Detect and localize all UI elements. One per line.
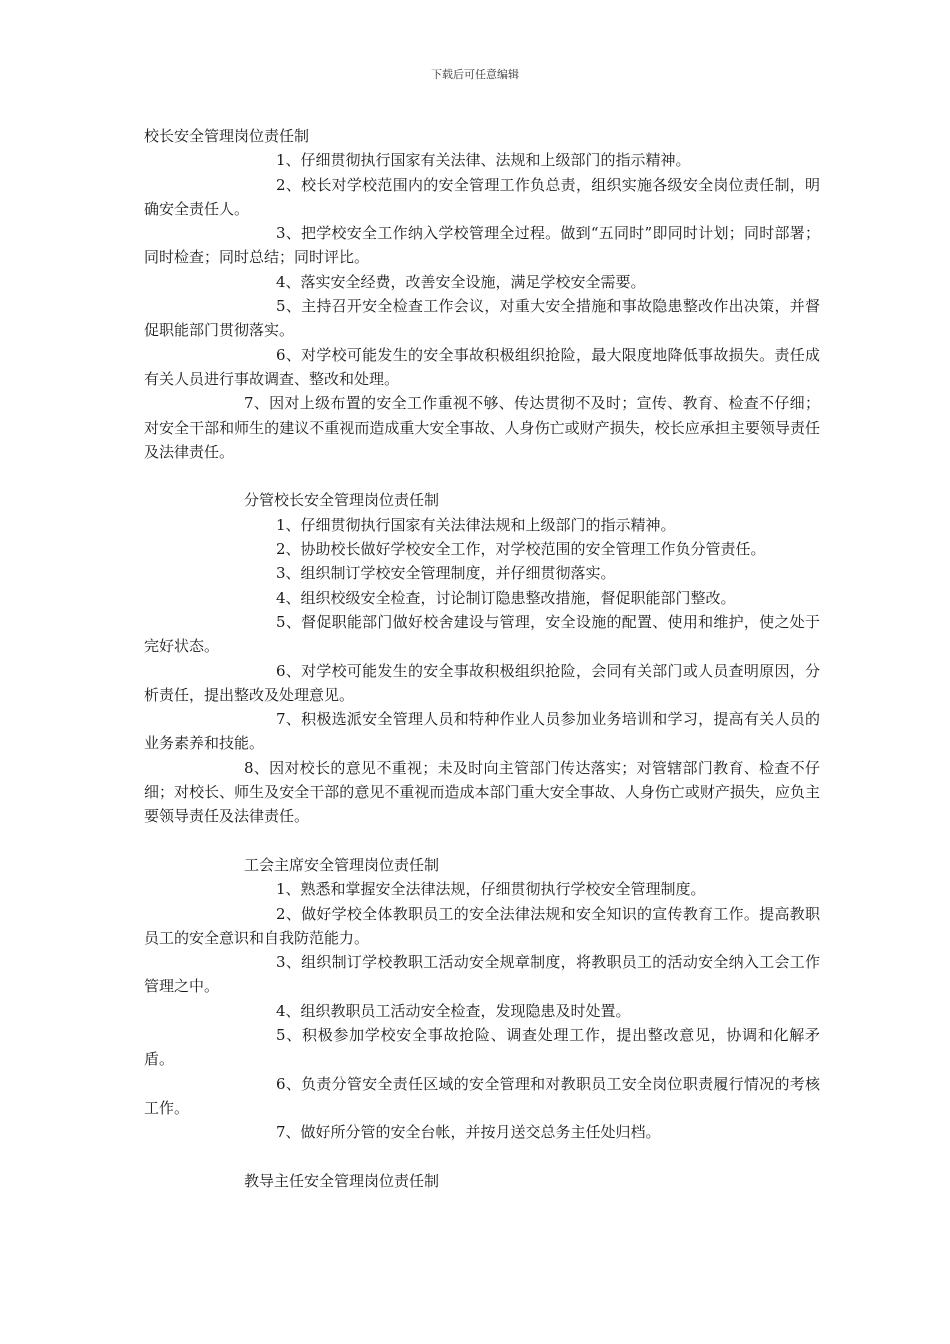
list-item: 2、校长对学校范围内的安全管理工作负总责，组织实施各级安全岗位责任制，明确安全责任人。 bbox=[144, 175, 820, 218]
list-item: 6、负责分管安全责任区域的安全管理和对教职员工安全岗位职责履行情况的考核工作。 bbox=[144, 1074, 820, 1117]
section-title: 工会主席安全管理岗位责任制 bbox=[244, 855, 440, 874]
list-item: 6、对学校可能发生的安全事故积极组织抢险，最大限度地降低事故损失。责任成有关人员进行事故调查、整改和处理。 bbox=[144, 345, 820, 388]
section-gap bbox=[144, 464, 820, 488]
list-item: 6、对学校可能发生的安全事故积极组织抢险，会同有关部门或人员查明原因，分析责任，提出整改及处理意见。 bbox=[144, 661, 820, 704]
list-item: 2、做好学校全体教职员工的安全法律法规和安全知识的宣传教育工作。提高教职员工的安全意识和自我防范能力。 bbox=[144, 904, 820, 947]
list-item: 7、积极选派安全管理人员和特种作业人员参加业务培训和学习，提高有关人员的业务素养和技能。 bbox=[144, 710, 820, 753]
list-item: 2、协助校长做好学校安全工作，对学校范围的安全管理工作负分管责任。 bbox=[276, 540, 766, 559]
document-body bbox=[144, 124, 820, 1193]
list-item: 8、因对校长的意见不重视；未及时向主管部门传达落实；对管辖部门教育、检查不仔细；对校长、师生及安全干部的意见不重视而造成本部门重大安全事故、人身伤亡或财产损失，应负主要领导责任及法律责任。 bbox=[144, 758, 820, 826]
list-item: 3、组织制订学校安全管理制度，并仔细贯彻落实。 bbox=[276, 564, 616, 583]
list-item: 3、把学校安全工作纳入学校管理全过程。做到“五同时”即同时计划；同时部署；同时检查；同时总结；同时评比。 bbox=[144, 224, 820, 267]
list-item: 4、组织校级安全检查，讨论制订隐患整改措施，督促职能部门整改。 bbox=[276, 588, 736, 607]
list-item: 4、落实安全经费，改善安全设施，满足学校安全需要。 bbox=[276, 272, 646, 291]
list-item: 7、做好所分管的安全台帐，并按月送交总务主任处归档。 bbox=[276, 1123, 661, 1142]
list-item: 3、组织制订学校教职工活动安全规章制度，将教职员工的活动安全纳入工会工作管理之中。 bbox=[144, 953, 820, 996]
section-title: 分管校长安全管理岗位责任制 bbox=[244, 491, 440, 510]
section-gap bbox=[144, 829, 820, 853]
list-item: 5、积极参加学校安全事故抢险、调查处理工作，提出整改意见，协调和化解矛盾。 bbox=[144, 1025, 820, 1069]
list-item: 4、组织教职员工活动安全检查，发现隐患及时处置。 bbox=[276, 1001, 631, 1020]
list-item: 5、督促职能部门做好校舍建设与管理，安全设施的配置、使用和维护，使之处于完好状态。 bbox=[144, 612, 820, 656]
list-item: 1、仔细贯彻执行国家有关法律、法规和上级部门的指示精神。 bbox=[276, 151, 691, 170]
list-item: 1、熟悉和掌握安全法律法规，仔细贯彻执行学校安全管理制度。 bbox=[276, 880, 706, 899]
page-header: 下载后可任意编辑 bbox=[431, 68, 519, 81]
list-item: 7、因对上级布置的安全工作重视不够、传达贯彻不及时；宣传、教育、检查不仔细；对安全干部和师生的建议不重视而造成重大安全事故、人身伤亡或财产损失，校长应承担主要领导责任及法律责任。 bbox=[144, 394, 820, 461]
section-gap bbox=[144, 1144, 820, 1168]
list-item: 1、仔细贯彻执行国家有关法律法规和上级部门的指示精神。 bbox=[276, 515, 676, 534]
section-title: 校长安全管理岗位责任制 bbox=[144, 127, 310, 145]
section-title: 教导主任安全管理岗位责任制 bbox=[244, 1171, 440, 1190]
list-item: 5、主持召开安全检查工作会议，对重大安全措施和事故隐患整改作出决策，并督促职能部门贯彻落实。 bbox=[144, 297, 820, 340]
